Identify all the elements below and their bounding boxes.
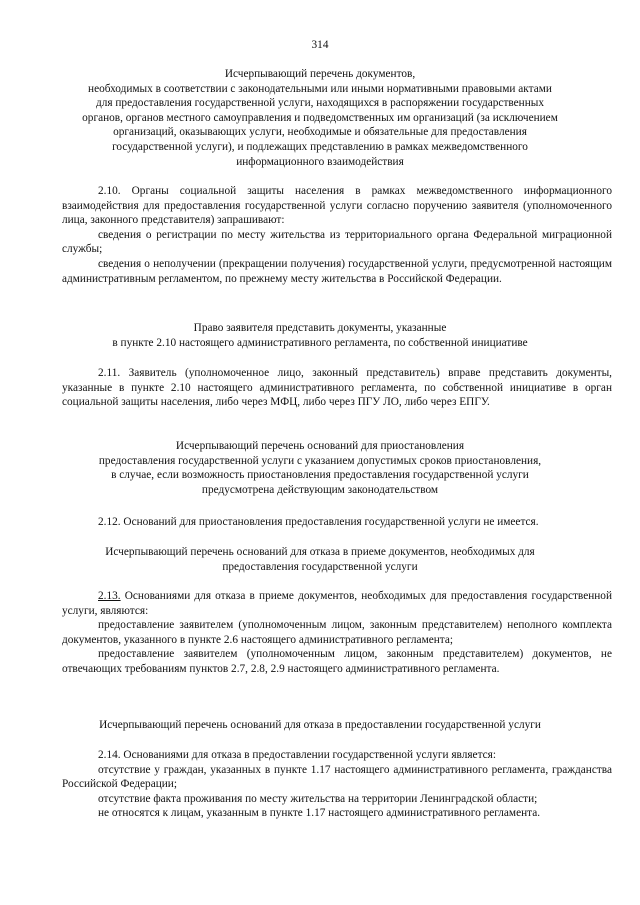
heading-line: в случае, если возможность приостановления предоставления государственной услуги [111, 469, 529, 482]
paragraph-2-13-item-2: предоставление заявителем (уполномоченным лицом, законным представителем) документов, не отвечающих требованиям пунктов 2.7, 2.8, 2.9 настоящего административного регламента. [62, 648, 612, 675]
heading-line: организаций, оказывающих услуги, необходимые и обязательные для предоставления [113, 126, 527, 139]
section-2-10 [62, 184, 612, 286]
heading-line: предусмотрена действующим законодательством [201, 483, 439, 496]
paragraph-2-14: 2.14. Основаниями для отказа в предоставлении государственной услуги является: [98, 749, 496, 761]
paragraph-2-14-item-3: не относятся к лицам, указанным в пункте 1.17 настоящего административного регламента. [98, 807, 541, 820]
heading-line: для предоставления государственной услуги, находящихся в распоряжении государственных [95, 97, 544, 110]
paragraph-number: 2.13. [98, 590, 121, 602]
heading-line: необходимых в соответствии с законодательными или иными нормативными правовыми актами [88, 82, 552, 95]
paragraph-text: Основаниями для отказа в приеме документов, необходимых для предоставления государственной услуги, являются: [62, 590, 612, 617]
section-2-14 [62, 748, 612, 821]
heading-line: органов, органов местного самоуправления и подведомственных им организаций (за исключением [82, 111, 558, 124]
heading-line: информационного взаимодействия [236, 155, 404, 168]
paragraph-2-14-item-1: отсутствие у граждан, указанных в пункте 1.17 настоящего административного регламента, гражданства Российской Федерации; [62, 763, 612, 791]
paragraph-2-10-item-1: сведения о регистрации по месту жительства из территориального органа Федеральной миграционной службы; [62, 228, 612, 256]
heading-suspension [60, 439, 580, 497]
heading-line: Исчерпывающий перечень оснований для отказа в приеме документов, необходимых для [105, 546, 535, 558]
paragraph-2-13-item-1: предоставление заявителем (уполномоченным лицом, законным представителем) неполного комплекта документов, указанного в пункте 2.6 настоящего административного регламента; [62, 619, 612, 646]
paragraph-2-14-item-2: отсутствие факта проживания по месту жительства на территории Ленинградской области; [98, 792, 538, 805]
section-2-13 [62, 589, 612, 677]
paragraph-2-12: 2.12. Оснований для приостановления предоставления государственной услуги не имеется. [98, 516, 539, 528]
heading-line: Исчерпывающий перечень документов, [224, 68, 416, 80]
heading-refusal-service: Исчерпывающий перечень оснований для отказа в предоставлении государственной услуги [99, 719, 541, 731]
heading-line: Исчерпывающий перечень оснований для приостановления [175, 440, 465, 452]
heading-line: Право заявителя представить документы, указанные [193, 322, 447, 334]
heading-line: предоставления государственной услуги с указанием допустимых сроков приостановления, [98, 454, 542, 467]
paragraph-2-10: 2.10. Органы социальной защиты населения в рамках межведомственного информационного взаимодействия для предоставления государственной услуги согласно поручению заявителя (уполномоченного лица, законного представителя) запрашивают: [62, 185, 612, 227]
paragraph-2-13 [62, 589, 612, 618]
section-2-12 [62, 515, 612, 530]
paragraph-2-11: 2.11. Заявитель (уполномоченное лицо, законный представитель) вправе представить документы, указанные в пункте 2.10 настоящего административного регламента, по собственной инициативе в орган социальной защиты населения, либо через МФЦ, либо через ПГУ ЛО, либо через ЕПГУ. [62, 367, 612, 409]
heading-refusal-acceptance [60, 545, 580, 574]
heading-documents-list [60, 67, 580, 169]
paragraph-2-10-item-2: сведения о неполучении (прекращении получения) государственной услуги, предусмотренной настоящим административным регламентом, по прежнему месту жительства в Российской Федерации. [62, 257, 612, 285]
heading-line: в пункте 2.10 настоящего административного регламента, по собственной инициативе [112, 336, 528, 349]
section-2-11 [62, 366, 612, 410]
heading-line: предоставления государственной услуги [222, 560, 418, 573]
heading-own-initiative [60, 321, 580, 350]
page-number: 314 [311, 39, 329, 51]
heading-line: государственной услуги), и подлежащих представлению в рамках межведомственного [112, 140, 528, 153]
